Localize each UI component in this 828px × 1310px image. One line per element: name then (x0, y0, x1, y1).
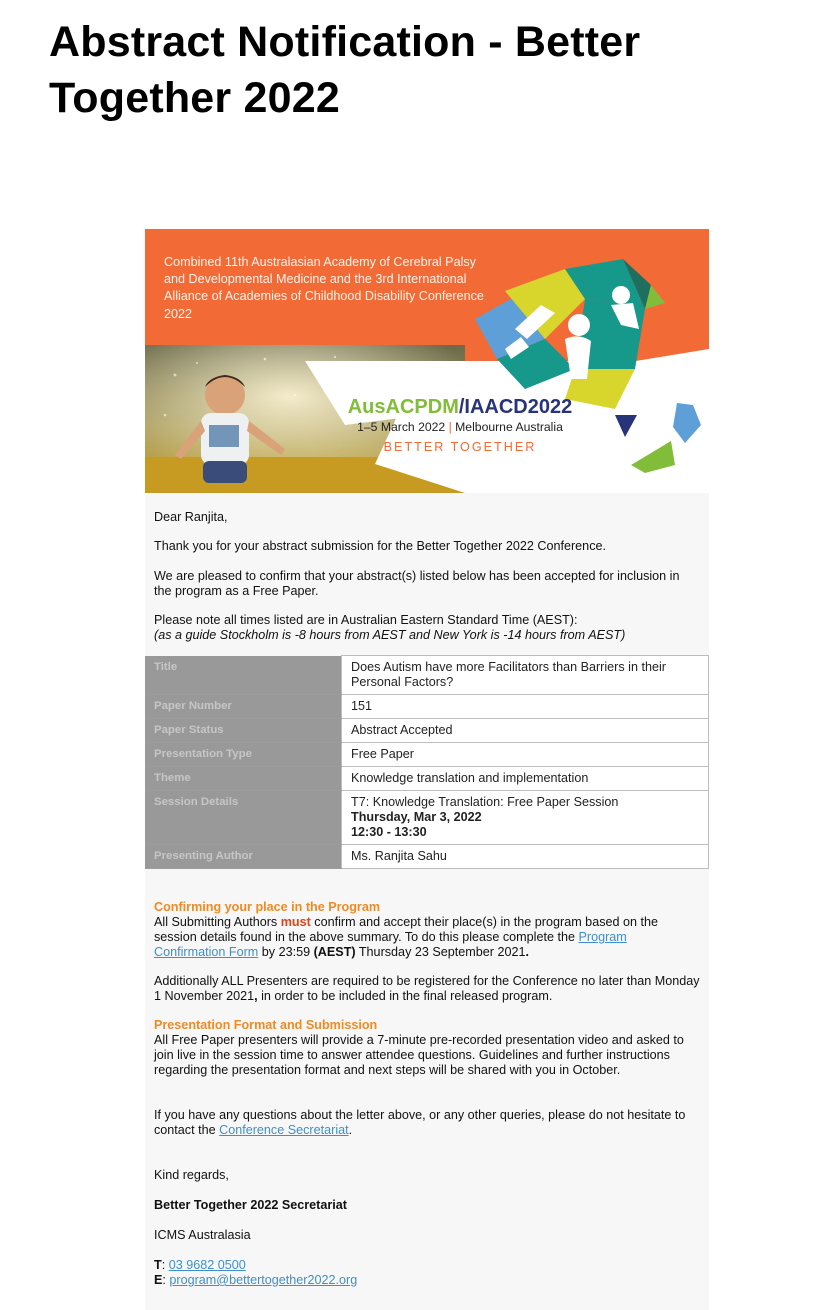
registration-date: Monday 1 November 2021 (154, 974, 700, 1003)
presentation-type-value: Free Paper (342, 743, 709, 767)
times-note: Please note all times listed are in Australian Eastern Standard Time (AEST): (154, 613, 578, 627)
paper-number-label: Paper Number (145, 695, 342, 719)
table-row (145, 743, 709, 767)
phone-line: T: 03 9682 0500 (154, 1258, 246, 1272)
presenting-author-label: Presenting Author (145, 845, 342, 869)
confirming-text (154, 915, 700, 960)
questions-t1: If you have any questions about the letter above, or any other queries, please do not hesitate to contact the (154, 1108, 686, 1137)
must-emphasis: must (280, 915, 311, 929)
logo-ausacpdm: AusACPDM (347, 396, 459, 418)
email-line: E: program@bettertogether2022.org (154, 1273, 358, 1287)
logo-dates-location (330, 420, 590, 434)
secretariat-name: Better Together 2022 Secretariat (154, 1198, 347, 1212)
thanks-text: Thank you for your abstract submission for the Better Together 2022 Conference. (154, 539, 606, 553)
logo-wordmark (330, 395, 590, 419)
banner-heading: Combined 11th Australasian Academy of Cerebral Palsy and Developmental Medicine and the 3rd International Alliance of Academies of Childhood Disability Conference 2022 (164, 255, 484, 321)
table-row (145, 791, 709, 845)
greeting: Dear Ranjita, (154, 510, 228, 524)
title-value: Does Autism have more Facilitators than Barriers in their Personal Factors? (342, 656, 709, 695)
table-row (145, 719, 709, 743)
paper-status-label: Paper Status (145, 719, 342, 743)
logo-iaacd: IAACD2022 (464, 396, 573, 418)
presenting-author-value: Ms. Ranjita Sahu (342, 845, 709, 869)
phone-label: T (154, 1258, 162, 1272)
phone-link[interactable]: 03 9682 0500 (168, 1258, 246, 1272)
times-guide: (as a guide Stockholm is -8 hours from AEST and New York is -14 hours from AEST) (154, 628, 626, 642)
paper-status-value: Abstract Accepted (342, 719, 709, 743)
session-details-label: Session Details (145, 791, 342, 845)
logo-dates: 1–5 March 2022 (357, 420, 446, 434)
questions-t2: . (348, 1123, 353, 1137)
questions-text (154, 1108, 700, 1138)
session-date: Thursday, Mar 3, 2022 (351, 810, 482, 824)
theme-value: Knowledge translation and implementation (342, 767, 709, 791)
logo-location: Melbourne Australia (455, 420, 563, 434)
table-row (145, 767, 709, 791)
confirming-t5: . (525, 945, 529, 959)
session-name: T7: Knowledge Translation: Free Paper Session (351, 795, 619, 809)
logo-tagline: BETTER TOGETHER (383, 440, 537, 454)
conference-banner (145, 229, 709, 493)
email-label: E (154, 1273, 163, 1287)
logo-slash: / (458, 396, 465, 418)
abstract-details-table (145, 655, 709, 869)
table-row (145, 845, 709, 869)
conference-logo (330, 395, 590, 454)
email-body (145, 229, 709, 1310)
format-heading (154, 1018, 700, 1033)
kind-regards: Kind regards, (154, 1168, 229, 1182)
logo-separator: | (448, 420, 452, 434)
page-title: Abstract Notification - Better Together 2022 (49, 18, 641, 122)
registration-t1: Additionally ALL Presenters are required to be registered for the Conference no later than (154, 974, 655, 988)
confirming-t1: All Submitting Authors (154, 915, 281, 929)
confirming-t2: confirm and accept their place(s) in the program based on the session details found in the above summary. To do this please complete the (154, 915, 659, 944)
table-row (145, 695, 709, 719)
confirming-t4: Thursday 23 September 2021 (355, 945, 526, 959)
format-heading-text: Presentation Format and Submission (154, 1018, 378, 1032)
title-label: Title (145, 656, 342, 695)
aest-emphasis: (AEST) (313, 945, 356, 959)
registration-text (154, 974, 700, 1004)
program-confirmation-form-link[interactable]: Program Confirmation Form (154, 930, 627, 959)
format-text: All Free Paper presenters will provide a 7-minute pre-recorded presentation video and asked to join live in the session time to answer attendee questions. Guidelines and further instructions regarding the presentation format and next steps will be shared with you in October. (154, 1033, 684, 1077)
registration-t2: in order to be included in the final released program. (257, 989, 553, 1003)
confirm-text: We are pleased to confirm that your abstract(s) listed below has been accepted for inclusion in the program as a Free Paper. (154, 569, 680, 598)
confirming-t3: by 23:59 (258, 945, 314, 959)
email-link[interactable]: program@bettertogether2022.org (169, 1273, 358, 1287)
registration-comma: , (254, 989, 258, 1003)
company-name: ICMS Australasia (154, 1228, 251, 1242)
table-row (145, 656, 709, 695)
session-details-value (342, 791, 709, 845)
confirming-heading (154, 900, 700, 915)
presentation-type-label: Presentation Type (145, 743, 342, 767)
conference-secretariat-link[interactable]: Conference Secretariat (219, 1123, 349, 1137)
confirming-heading-text: Confirming your place in the Program (154, 900, 381, 914)
theme-label: Theme (145, 767, 342, 791)
session-time: 12:30 - 13:30 (351, 825, 427, 839)
paper-number-value: 151 (342, 695, 709, 719)
